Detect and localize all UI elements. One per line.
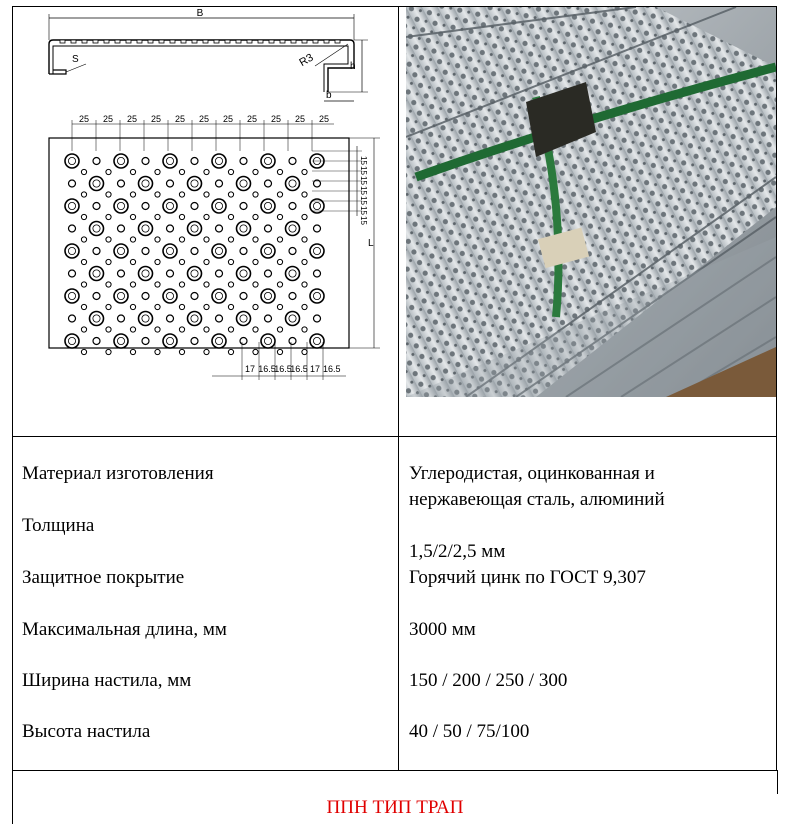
plate-hole-inner (93, 180, 100, 187)
footer-title: ППН ТИП ТРАП (326, 797, 464, 818)
plate-hole-inner (68, 292, 75, 299)
decking-photo-svg (406, 7, 776, 397)
top-pitch-label: 25 (174, 114, 186, 124)
plate-hole-small (228, 327, 233, 332)
dim-l-label: L (368, 238, 374, 249)
spec-label-max-length: Максимальная длина, мм (22, 619, 227, 640)
plate-hole-small (155, 259, 160, 264)
plate-hole-inner (142, 225, 149, 232)
plate-hole-small (81, 237, 86, 242)
plate-hole-inner (68, 337, 75, 344)
plate-hole-small (81, 304, 86, 309)
plate-hole-small (253, 192, 258, 197)
section-hole (203, 40, 208, 43)
spec-label-width: Ширина настила, мм (22, 670, 192, 691)
plate-hole-small (302, 304, 307, 309)
plate-hole (167, 225, 174, 232)
plate-hole-small (106, 282, 111, 287)
plate-hole (289, 158, 296, 165)
plate-hole (289, 338, 296, 345)
plate-hole (167, 180, 174, 187)
plate-hole-small (130, 237, 135, 242)
dim-h-label: h (350, 61, 356, 72)
side-pitch-label: 15 (359, 166, 368, 175)
plate-hole-inner (166, 202, 173, 209)
plate-hole-small (81, 259, 86, 264)
top-pitch-label: 25 (222, 114, 234, 124)
plate-hole-small (228, 349, 233, 354)
section-hole (71, 40, 76, 43)
plate-hole-small (253, 259, 258, 264)
section-hole (214, 40, 219, 43)
plate-hole (93, 293, 100, 300)
plate-hole-inner (93, 225, 100, 232)
plate-hole-small (277, 282, 282, 287)
plate-hole-inner (289, 315, 296, 322)
plate-hole (93, 338, 100, 345)
plate-hole (240, 338, 247, 345)
plate-hole-small (204, 169, 209, 174)
plate-hole-inner (289, 180, 296, 187)
section-hole (148, 40, 153, 43)
technical-drawing (12, 6, 397, 436)
plate-hole (216, 315, 223, 322)
plate-hole-small (253, 349, 258, 354)
top-pitch-label: 25 (150, 114, 162, 124)
plate-hole-inner (93, 270, 100, 277)
plate-hole-inner (142, 315, 149, 322)
plate-hole-small (106, 259, 111, 264)
plate-hole-inner (191, 180, 198, 187)
plate-hole-inner (215, 337, 222, 344)
plate-hole (167, 270, 174, 277)
side-pitch-label: 15 (359, 206, 368, 215)
plate-hole-small (277, 259, 282, 264)
plate-hole-small (204, 259, 209, 264)
plate-hole-small (106, 169, 111, 174)
plate-hole-small (277, 304, 282, 309)
plate-hole-small (253, 237, 258, 242)
section-hole (115, 40, 120, 43)
plate-hole-inner (215, 292, 222, 299)
side-pitch-label: 15 (359, 216, 368, 225)
plate-hole-small (81, 169, 86, 174)
plate-hole-small (130, 192, 135, 197)
plate-hole-inner (313, 337, 320, 344)
plate-hole (216, 225, 223, 232)
top-pitch-label: 25 (270, 114, 282, 124)
plate-hole-small (302, 349, 307, 354)
spec-label-coating: Защитное покрытие (22, 567, 185, 588)
section-hole (291, 40, 296, 43)
top-pitch-label: 25 (246, 114, 258, 124)
plate-hole-inner (191, 270, 198, 277)
plate-hole-small (277, 327, 282, 332)
plate-hole-small (277, 349, 282, 354)
plate-hole-small (81, 192, 86, 197)
plate-hole (93, 248, 100, 255)
perforated-steel-decking-photo-icon (406, 7, 776, 397)
table-mid-border (398, 6, 399, 770)
plate-hole-inner (289, 270, 296, 277)
plate-hole-inner (68, 247, 75, 254)
bottom-dim-label: 16.5 (258, 364, 276, 374)
plate-hole-inner (240, 315, 247, 322)
plate-hole-small (155, 327, 160, 332)
plate-hole-small (155, 237, 160, 242)
plate-hole (191, 158, 198, 165)
spec-value-height: 40 / 50 / 75/100 (409, 721, 530, 742)
plate-hole-small (204, 327, 209, 332)
plate-hole (191, 203, 198, 210)
plate-hole (314, 315, 321, 322)
plate-hole (142, 293, 149, 300)
top-pitch-label: 25 (78, 114, 90, 124)
plate-hole-inner (240, 180, 247, 187)
plate-hole-small (179, 327, 184, 332)
plate-hole-small (302, 327, 307, 332)
plate-hole-small (179, 304, 184, 309)
plate-hole-inner (264, 202, 271, 209)
bottom-dim-right-label: 16.5 (323, 364, 341, 374)
section-hole (324, 40, 329, 43)
plate-hole (118, 180, 125, 187)
section-hole (181, 40, 186, 43)
plate-hole-inner (264, 337, 271, 344)
plate-hole (265, 315, 272, 322)
plate-hole-small (106, 327, 111, 332)
plate-hole-inner (166, 292, 173, 299)
plate-hole-small (130, 304, 135, 309)
plate-hole-small (179, 237, 184, 242)
plate-hole-small (228, 192, 233, 197)
top-pitch-label: 25 (102, 114, 114, 124)
dim-s-label: S (72, 54, 79, 65)
spec-value-max-length: 3000 мм (409, 619, 476, 640)
plate-hole-small (253, 304, 258, 309)
plate-hole (314, 270, 321, 277)
plate-hole (289, 203, 296, 210)
section-hole (60, 40, 65, 43)
plate-hole-inner (240, 270, 247, 277)
plate-hole-small (130, 349, 135, 354)
plate-hole (69, 180, 76, 187)
section-hole (170, 40, 175, 43)
plate-hole-small (277, 237, 282, 242)
plate-hole-inner (264, 247, 271, 254)
dim-b-label: B (196, 8, 204, 19)
section-hole (93, 40, 98, 43)
plate-hole-small (302, 282, 307, 287)
plate-hole-small (228, 169, 233, 174)
plate-hole (142, 338, 149, 345)
bottom-dim-label: 16.5 (274, 364, 292, 374)
plate-hole-inner (117, 337, 124, 344)
dim-r-label: R3 (297, 51, 316, 70)
plate-hole-inner (117, 292, 124, 299)
plate-hole-small (155, 282, 160, 287)
plate-hole-inner (313, 202, 320, 209)
plate-hole-small (228, 214, 233, 219)
plate-hole-inner (166, 337, 173, 344)
top-pitch-label: 25 (126, 114, 138, 124)
section-hole (269, 40, 274, 43)
plate-hole-small (106, 304, 111, 309)
plate-hole-small (130, 169, 135, 174)
plate-hole-inner (191, 225, 198, 232)
plate-hole-small (155, 304, 160, 309)
top-pitch-label: 25 (318, 114, 330, 124)
plate-hole-inner (68, 157, 75, 164)
section-hole (313, 40, 318, 43)
dim-b-small-label: b (326, 90, 332, 101)
section-hole (236, 40, 241, 43)
side-pitch-label: 15 (359, 186, 368, 195)
plate-hole-small (253, 282, 258, 287)
section-hole (280, 40, 285, 43)
spec-label-height: Высота настила (22, 721, 151, 742)
plate-hole-small (179, 214, 184, 219)
plate-hole (93, 158, 100, 165)
plate-hole-small (228, 237, 233, 242)
top-pitch-label: 25 (294, 114, 306, 124)
plate-hole-small (204, 214, 209, 219)
bottom-dim-label: 17 (244, 364, 256, 374)
plate-hole-small (253, 327, 258, 332)
plate-hole-small (277, 214, 282, 219)
spec-value-width: 150 / 200 / 250 / 300 (409, 670, 568, 691)
plate-hole (314, 225, 321, 232)
section-hole (159, 40, 164, 43)
spec-value-thickness: 1,5/2/2,5 мм (409, 541, 506, 562)
plate-hole-small (81, 327, 86, 332)
plate-hole-small (106, 214, 111, 219)
technical-drawing-svg (12, 6, 397, 436)
plate-hole-small (302, 214, 307, 219)
section-hole (302, 40, 307, 43)
plate-hole-small (228, 282, 233, 287)
spec-value-material-line2: нержавеющая сталь, алюминий (409, 489, 665, 510)
table-right-border-footer (777, 770, 778, 794)
plate-hole (289, 293, 296, 300)
spec-label-material: Материал изготовления (22, 463, 214, 484)
plate-hole (240, 248, 247, 255)
plate-hole (265, 270, 272, 277)
plate-hole-small (228, 259, 233, 264)
plate-hole-inner (117, 247, 124, 254)
plate-hole (142, 248, 149, 255)
plate-hole (93, 203, 100, 210)
section-hole (137, 40, 142, 43)
plate-hole-inner (93, 315, 100, 322)
plate-hole-small (81, 214, 86, 219)
bottom-dim-label: 17 (309, 364, 321, 374)
table-row-separator (12, 436, 777, 437)
plate-hole-small (277, 169, 282, 174)
plate-hole-small (228, 304, 233, 309)
plate-hole-small (155, 349, 160, 354)
plate-hole-small (179, 192, 184, 197)
plate-hole-inner (240, 225, 247, 232)
plate-hole-inner (313, 292, 320, 299)
plate-hole-inner (166, 157, 173, 164)
plate-hole-small (179, 282, 184, 287)
section-hole (247, 40, 252, 43)
plate-hole-small (81, 282, 86, 287)
plate-hole (167, 315, 174, 322)
spec-value-material-line1: Углеродистая, оцинкованная и (409, 463, 655, 484)
plate-hole (118, 270, 125, 277)
plate-hole (69, 225, 76, 232)
plate-hole-inner (289, 225, 296, 232)
plate-hole-small (130, 259, 135, 264)
plate-hole-inner (264, 292, 271, 299)
plate-hole (240, 203, 247, 210)
plate-hole-small (106, 349, 111, 354)
top-pitch-label: 25 (198, 114, 210, 124)
section-hole (258, 40, 263, 43)
side-pitch-label: 15 (359, 156, 368, 165)
plate-hole (142, 203, 149, 210)
side-pitch-label: 15 (359, 196, 368, 205)
plate-hole-small (204, 282, 209, 287)
plate-hole-small (106, 237, 111, 242)
plate-hole-small (302, 237, 307, 242)
plate-hole-inner (117, 157, 124, 164)
plate-hole (118, 225, 125, 232)
plate-hole-inner (68, 202, 75, 209)
plate-hole-small (106, 192, 111, 197)
plate-hole (216, 270, 223, 277)
section-hole (104, 40, 109, 43)
plate-hole-small (130, 214, 135, 219)
plate-hole-inner (264, 157, 271, 164)
section-hole (225, 40, 230, 43)
plate-hole-small (204, 237, 209, 242)
plate-hole-small (204, 192, 209, 197)
plate-hole-small (179, 349, 184, 354)
plate-hole-small (130, 327, 135, 332)
plate-hole-inner (215, 202, 222, 209)
plate-hole (240, 158, 247, 165)
spec-label-thickness: Толщина (22, 515, 95, 536)
plate-hole-small (155, 192, 160, 197)
section-hole (82, 40, 87, 43)
plate-hole-small (302, 192, 307, 197)
table-footer-separator (12, 770, 777, 771)
plate-hole (240, 293, 247, 300)
plate-hole-inner (142, 180, 149, 187)
plate-hole (142, 158, 149, 165)
side-pitch-label: 15 (359, 176, 368, 185)
plate-hole-small (179, 259, 184, 264)
plate-hole (69, 315, 76, 322)
plate-hole (265, 180, 272, 187)
plate-hole (265, 225, 272, 232)
plate-hole (69, 270, 76, 277)
plate-hole-small (204, 349, 209, 354)
bottom-dim-label: 16.5 (290, 364, 308, 374)
plate-hole (191, 293, 198, 300)
plate-hole-small (253, 214, 258, 219)
plate-hole (216, 180, 223, 187)
plate-hole-small (155, 214, 160, 219)
plate-hole-small (81, 349, 86, 354)
plate-hole (191, 248, 198, 255)
plate-hole-small (179, 169, 184, 174)
plate-hole-small (155, 169, 160, 174)
plate-hole-inner (117, 202, 124, 209)
plate-hole (289, 248, 296, 255)
plate-hole (191, 338, 198, 345)
plate-hole-inner (215, 157, 222, 164)
plate-hole-small (302, 259, 307, 264)
plate-hole (118, 315, 125, 322)
plate-hole-small (130, 282, 135, 287)
section-hole (192, 40, 197, 43)
plate-hole-inner (191, 315, 198, 322)
plate-hole-inner (142, 270, 149, 277)
table-right-border (776, 6, 777, 770)
plate-hole-small (253, 169, 258, 174)
spec-value-coating: Горячий цинк по ГОСТ 9,307 (409, 567, 646, 588)
plate-hole-inner (166, 247, 173, 254)
plate-hole-small (302, 169, 307, 174)
plate-hole-inner (313, 247, 320, 254)
plate-hole-small (277, 192, 282, 197)
section-hole (335, 40, 340, 43)
plate-hole-inner (215, 247, 222, 254)
section-hole (126, 40, 131, 43)
plate-hole-small (204, 304, 209, 309)
